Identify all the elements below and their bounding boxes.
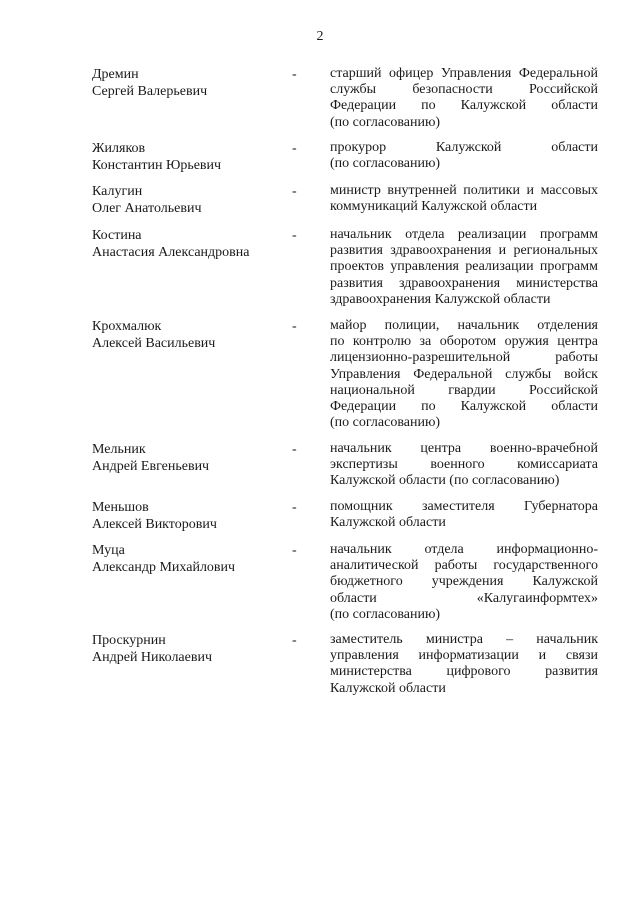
- member-role: [330, 499, 598, 531]
- separator-dash: -: [292, 228, 297, 243]
- role-line: майор полиции, начальник отделения: [330, 318, 598, 333]
- member-surname: Мельник: [92, 442, 146, 457]
- role-line: Калужской области: [330, 515, 446, 531]
- member-role: [330, 183, 598, 215]
- member-surname: Меньшов: [92, 500, 149, 515]
- member-name: [92, 318, 282, 352]
- role-line: начальник отдела реализации программ: [330, 227, 598, 242]
- member-role: [330, 441, 598, 490]
- role-line: Управления Федеральной службы войск: [330, 366, 598, 382]
- role-line: проектов управления реализации программ: [330, 259, 598, 275]
- member-role: [330, 66, 598, 131]
- member-name: [92, 441, 282, 475]
- role-line: бюджетного учреждения Калужской: [330, 574, 598, 590]
- role-line: лицензионно-разрешительной работы: [330, 350, 598, 366]
- role-line: по контролю за оборотом оружия центра: [330, 334, 598, 350]
- role-line: управления информатизации и связи: [330, 648, 598, 664]
- member-surname: Муца: [92, 543, 125, 558]
- member-name: [92, 140, 282, 174]
- role-line: развития здравоохранения и региональных: [330, 243, 598, 259]
- role-line: службы безопасности Российской: [330, 82, 598, 98]
- member-role: [330, 632, 598, 697]
- role-line: (по согласованию): [330, 114, 441, 130]
- separator-dash: -: [292, 319, 297, 334]
- member-given-names: Олег Анатольевич: [92, 201, 202, 216]
- page-number: 2: [316, 29, 324, 44]
- role-line: министр внутренней политики и массовых: [330, 183, 598, 198]
- role-line: старший офицер Управления Федеральной: [330, 66, 598, 81]
- member-name: [92, 183, 282, 217]
- role-line: начальник центра военно-врачебной: [330, 441, 598, 456]
- separator-dash: -: [292, 500, 297, 515]
- member-surname: Жиляков: [92, 141, 146, 156]
- role-line: национальной гвардии Российской: [330, 382, 598, 398]
- role-line: заместитель министра – начальник: [330, 632, 598, 647]
- member-given-names: Андрей Евгеньевич: [92, 459, 210, 474]
- role-line: (по согласованию): [330, 606, 441, 622]
- role-line: аналитической работы государственного: [330, 558, 598, 574]
- member-given-names: Александр Михайлович: [92, 560, 236, 575]
- member-surname: Калугин: [92, 184, 143, 199]
- role-line: помощник заместителя Губернатора: [330, 499, 598, 514]
- member-given-names: Алексей Васильевич: [92, 336, 216, 351]
- role-line: коммуникаций Калужской области: [330, 199, 538, 215]
- member-name: [92, 542, 282, 576]
- member-name: [92, 632, 282, 666]
- separator-dash: -: [292, 141, 297, 156]
- member-role: [330, 542, 598, 623]
- member-role: [330, 227, 598, 308]
- member-given-names: Константин Юрьевич: [92, 158, 222, 173]
- role-line: Федерации по Калужской области: [330, 98, 598, 114]
- role-line: Калужской области: [330, 680, 446, 696]
- member-surname: Крохмалюк: [92, 319, 162, 334]
- role-line: (по согласованию): [330, 156, 441, 172]
- member-name: [92, 66, 282, 100]
- member-given-names: Анастасия Александровна: [92, 245, 250, 260]
- separator-dash: -: [292, 633, 297, 648]
- role-line: развития здравоохранения министерства: [330, 275, 598, 291]
- role-line: министерства цифрового развития: [330, 664, 598, 680]
- separator-dash: -: [292, 543, 297, 558]
- member-name: [92, 227, 282, 261]
- role-line: начальник отдела информационно-: [330, 542, 598, 557]
- member-given-names: Алексей Викторович: [92, 517, 217, 532]
- member-role: [330, 318, 598, 431]
- member-role: [330, 140, 598, 172]
- role-line: экспертизы военного комиссариата: [330, 457, 598, 473]
- role-line: Калужской области (по согласованию): [330, 473, 560, 489]
- member-given-names: Сергей Валерьевич: [92, 84, 208, 99]
- member-surname: Дремин: [92, 67, 139, 82]
- role-line: области «Калугаинформтех»: [330, 590, 598, 606]
- member-surname: Проскурнин: [92, 633, 166, 648]
- member-name: [92, 499, 282, 533]
- separator-dash: -: [292, 184, 297, 199]
- role-line: прокурор Калужской области: [330, 140, 598, 155]
- separator-dash: -: [292, 67, 297, 82]
- role-line: здравоохранения Калужской области: [330, 291, 551, 307]
- member-surname: Костина: [92, 228, 142, 243]
- member-given-names: Андрей Николаевич: [92, 650, 212, 665]
- separator-dash: -: [292, 442, 297, 457]
- role-line: (по согласованию): [330, 415, 441, 431]
- role-line: Федерации по Калужской области: [330, 398, 598, 414]
